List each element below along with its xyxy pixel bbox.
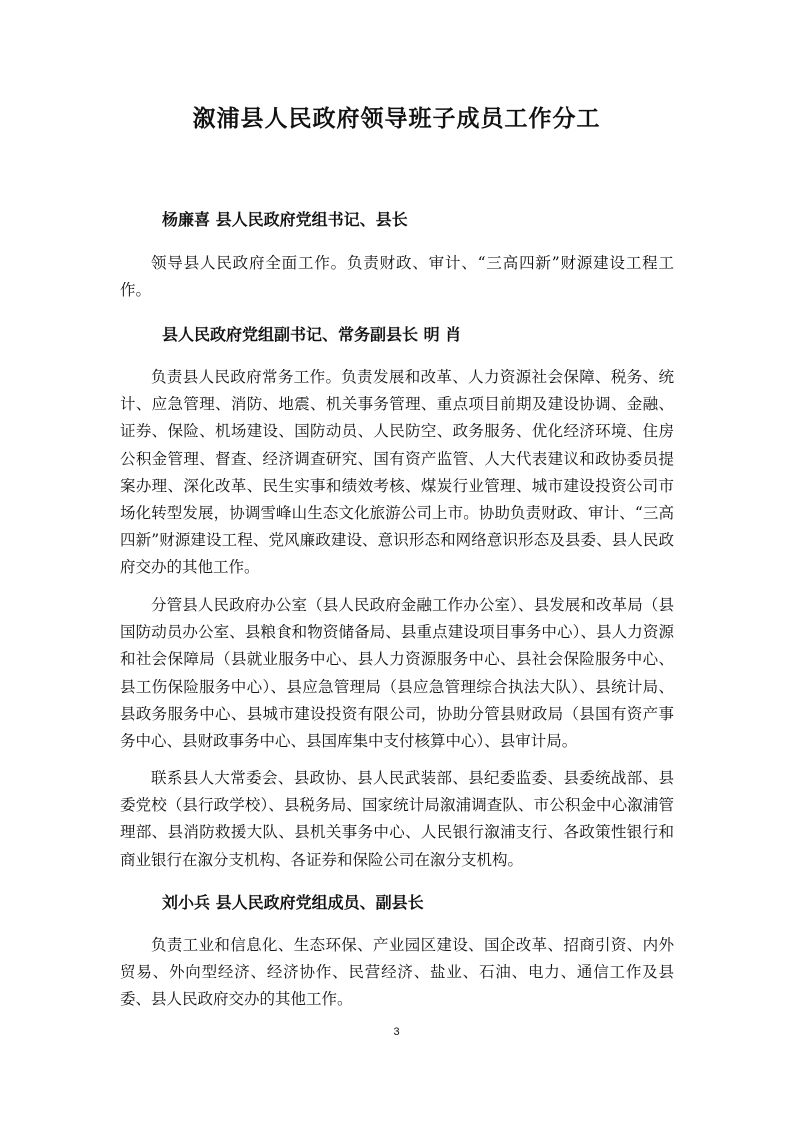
paragraph-ming-xiao-duties: 负责县人民政府常务工作。负责发展和改革、人力资源社会保障、税务、统计、应急管理、消防、地震、机关事务管理、重点项目前期及建设协调、金融、证券、保险、机场建设、国防动员、人民防空、政务服务、优化经济环境、住房公积金管理、督查、经济调查研究、国有资产监管、人大代表建议和政协委员提案办理、深化改革、民生实事和绩效考核、煤炭行业管理、城市建设投资公司市场化转型发展，协调雪峰山生态文化旅游公司上市。协助负责财政、审计、“三高四新”财源建设工程、党风廉政建设、意识形态和网络意识形态及县委、县人民政府交办的其他工作。 bbox=[120, 368, 674, 577]
paragraph-liu-xiaobing-duties: 负责工业和信息化、生态环保、产业园区建设、国企改革、招商引资、内外贸易、外向型经济、经济协作、民营经济、盐业、石油、电力、通信工作及县委、县人民政府交办的其他工作。 bbox=[120, 936, 674, 1009]
paragraph-ming-xiao-supervision: 分管县人民政府办公室（县人民政府金融工作办公室）、县发展和改革局（县国防动员办公室、县粮食和物资储备局、县重点建设项目事务中心）、县人力资源和社会保障局（县就业服务中心、县人力资源服务中心、县社会保险服务中心、县工伤保险服务中心）、县应急管理局（县应急管理综合执法大队）、县统计局、县政务服务中心、县城市建设投资有限公司，协助分管县财政局（县国有资产事务中心、县财政事务中心、县国库集中支付核算中心）、县审计局。 bbox=[120, 596, 674, 751]
paragraph-yang-lianxi-duties: 领导县人民政府全面工作。负责财政、审计、“三高四新”财源建设工程工作。 bbox=[120, 254, 674, 300]
page-number: 3 bbox=[393, 1026, 400, 1038]
document-title: 溆浦县人民政府领导班子成员工作分工 bbox=[192, 106, 601, 132]
section-heading-liu-xiaobing: 刘小兵 县人民政府党组成员、副县长 bbox=[162, 893, 424, 912]
section-heading-yang-lianxi: 杨廉喜 县人民政府党组书记、县长 bbox=[162, 210, 408, 229]
section-heading-ming-xiao: 县人民政府党组副书记、常务副县长 明 肖 bbox=[162, 325, 462, 344]
paragraph-ming-xiao-liaison: 联系县人大常委会、县政协、县人民武装部、县纪委监委、县委统战部、县委党校（县行政学校）、县税务局、国家统计局溆浦调查队、市公积金中心溆浦管理部、县消防救援大队、县机关事务中心、人民银行溆浦支行、各政策性银行和商业银行在溆分支机构、各证券和保险公司在溆分支机构。 bbox=[120, 769, 674, 869]
